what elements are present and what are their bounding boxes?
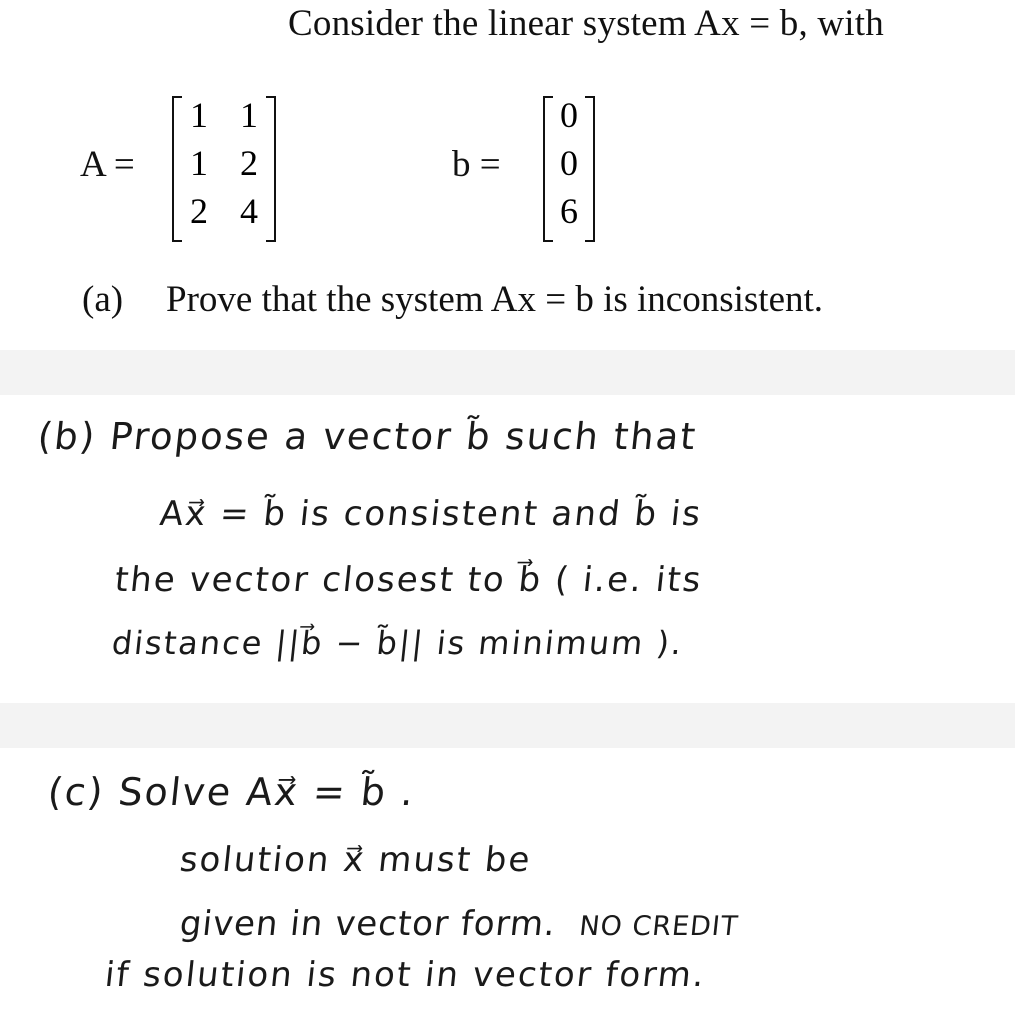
question-c-line: solution x⃗ must be	[177, 840, 534, 880]
question-b-line: distance ||b⃗ − b̃|| is minimum ).	[110, 624, 686, 662]
vector-b-cell: 6	[560, 191, 578, 231]
question-a	[82, 278, 823, 321]
question-b-line: the vector closest to b⃗ ( i.e. its	[112, 560, 705, 600]
vector-b	[543, 96, 595, 240]
question-a-tag: (a)	[82, 279, 124, 320]
intro-text: Consider the linear system Ax = b, with	[288, 3, 884, 44]
question-b-line: Ax⃗ = b̃ is consistent and b̃ is	[157, 494, 705, 534]
matrix-a-cell: 1	[190, 95, 208, 135]
separator-band	[0, 350, 1015, 395]
separator-band	[0, 703, 1015, 748]
matrix-a	[172, 96, 276, 240]
matrix-a-cell: 4	[240, 191, 258, 231]
question-c-line	[178, 904, 741, 944]
matrix-a-cell: 1	[240, 95, 258, 135]
matrix-a-label: A =	[80, 144, 135, 185]
question-c-line: (c) Solve Ax⃗ = b̃ .	[45, 770, 418, 814]
right-bracket	[266, 96, 276, 242]
no-credit-note: NO CREDIT	[577, 911, 740, 942]
matrix-a-cell: 2	[240, 143, 258, 183]
left-bracket	[543, 96, 553, 242]
question-b-line: (b) Propose a vector b̃ such that	[35, 415, 700, 458]
matrix-a-cell: 1	[190, 143, 208, 183]
question-c-line-text: given in vector form.	[177, 904, 559, 944]
vector-b-cell: 0	[560, 95, 578, 135]
question-c-line: if solution is not in vector form.	[102, 955, 708, 995]
question-a-text: Prove that the system Ax = b is inconsistent.	[166, 279, 824, 320]
vector-b-cell: 0	[560, 143, 578, 183]
matrix-a-cell: 2	[190, 191, 208, 231]
left-bracket	[172, 96, 182, 242]
vector-b-label: b =	[452, 144, 501, 185]
right-bracket	[585, 96, 595, 242]
